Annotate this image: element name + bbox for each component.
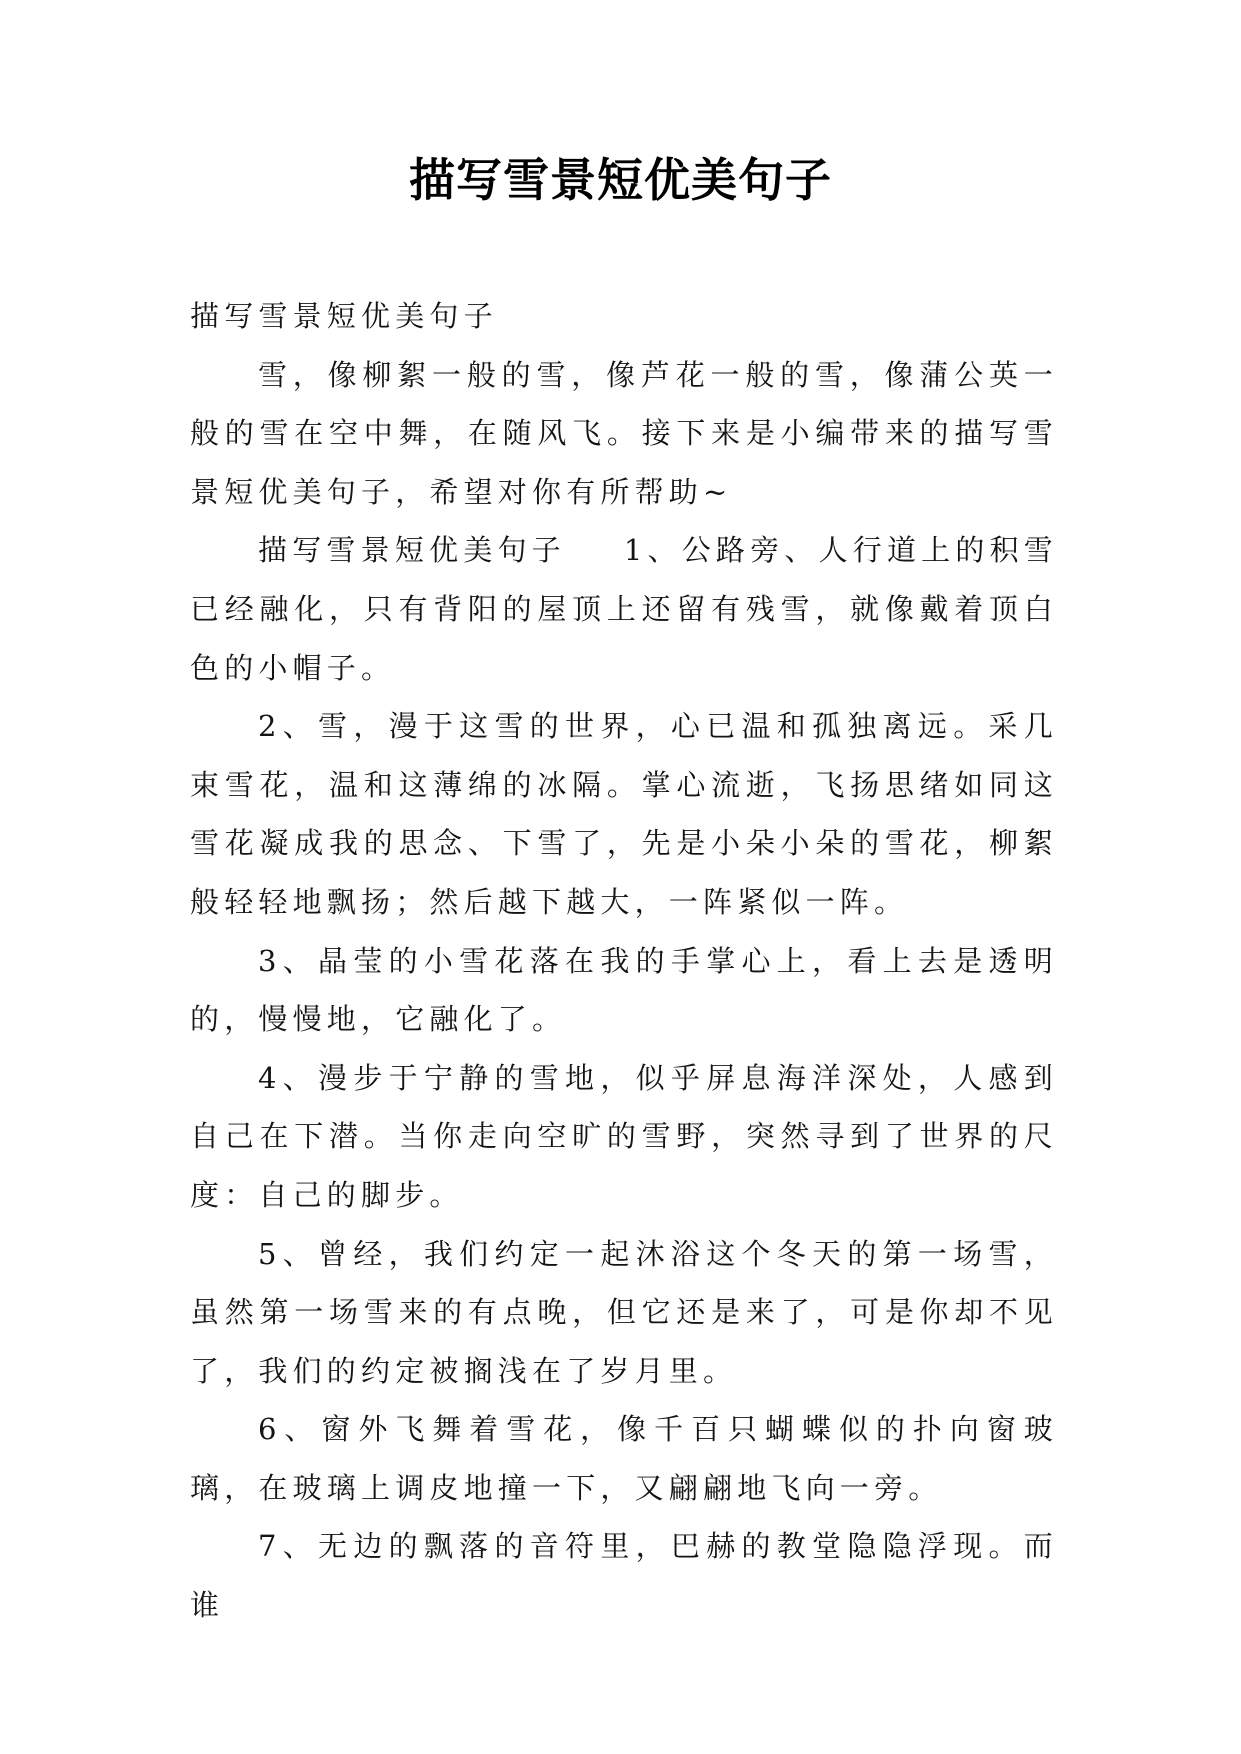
list-item: 3、晶莹的小雪花落在我的手掌心上，看上去是透明的，慢慢地，它融化了。 <box>190 943 1058 1037</box>
section-heading: 描写雪景短优美句子 <box>258 533 566 568</box>
list-item: 7、无边的飘落的音符里，巴赫的教堂隐隐浮现。而谁 <box>190 1529 1058 1623</box>
document-subtitle: 描写雪景短优美句子 <box>190 299 498 333</box>
list-item <box>190 521 1058 697</box>
list-item-text: 1、公路旁、人行道上的积雪已经融化，只有背阳的屋顶上还留有残雪，就像戴着顶白色的小帽子。 <box>190 533 1058 685</box>
document-body <box>190 287 1058 1635</box>
list-item: 5、曾经，我们约定一起沐浴这个冬天的第一场雪，虽然第一场雪来的有点晚，但它还是来了，可是你却不见了，我们的约定被搁浅在了岁月里。 <box>190 1236 1058 1388</box>
list-item: 4、漫步于宁静的雪地，似乎屏息海洋深处，人感到自己在下潜。当你走向空旷的雪野，突然寻到了世界的尺度：自己的脚步。 <box>190 1060 1058 1212</box>
document-title: 描写雪景短优美句子 <box>409 153 832 207</box>
intro-paragraph: 雪，像柳絮一般的雪，像芦花一般的雪，像蒲公英一般的雪在空中舞，在随风飞。接下来是小编带来的描写雪景短优美句子，希望对你有所帮助~ <box>190 357 1058 509</box>
list-item: 6、窗外飞舞着雪花，像千百只蝴蝶似的扑向窗玻璃，在玻璃上调皮地撞一下，又翩翩地飞向一旁。 <box>190 1412 1058 1505</box>
list-item: 2、雪，漫于这雪的世界，心已温和孤独离远。采几束雪花，温和这薄绵的冰隔。掌心流逝，飞扬思绪如同这雪花凝成我的思念、下雪了，先是小朵小朵的雪花，柳絮般轻轻地飘扬；然后越下越大，一阵紧似一阵。 <box>190 709 1058 919</box>
